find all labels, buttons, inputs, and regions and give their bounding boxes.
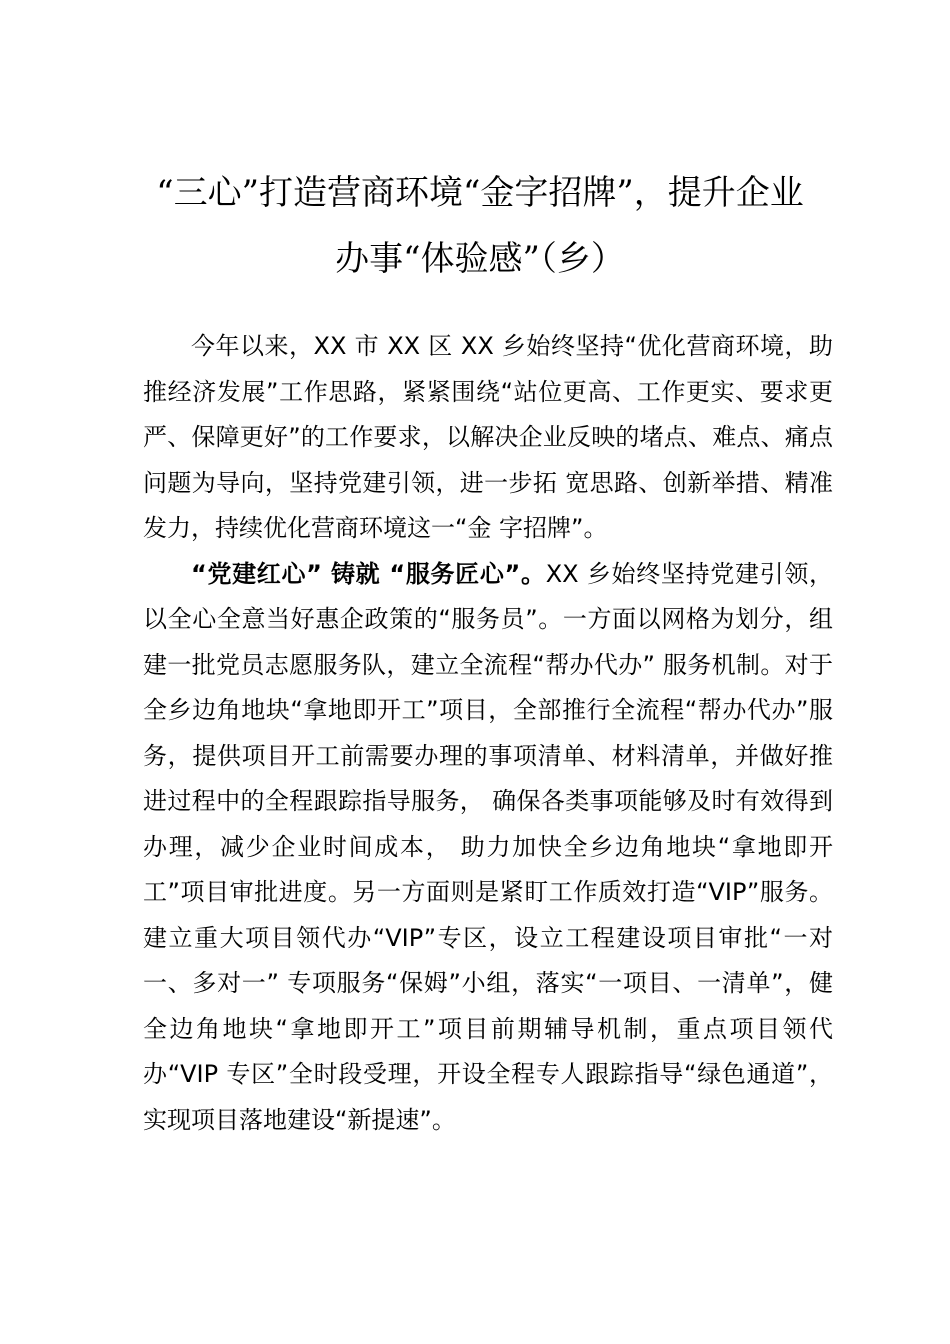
document-body (143, 324, 833, 1143)
paragraph-text: XX 乡始终坚持党建引领，以全心全意当好惠企政策的“服务员”。一方面以网格为划分，组建一批党员志愿服务队，建立全流程“帮办代办” 服务机制。对于全乡边角地块“拿地即开工”项目，全部推行全流程“帮办代办”服务，提供项目开工前需要办理的事项清单、材料清单，并做好推进过程中的全程跟踪指导服务， 确保各类事项能够及时有效得到办理，减少企业时间成本， 助力加快全乡边角地块“拿地即开工”项目审批进度。另一方面则是紧盯工作质效打造“VIP”服务。建立重大项目领代办“VIP”专区，设立工程建设项目审批“一对一、多对一” 专项服务“保姆”小组，落实“一项目、一清单”，健全边角地块“拿地即开工”项目前期辅导机制，重点项目领代办“VIP 专区”全时段受理，开设全程专人跟踪指导“绿色通道”，实现项目落地建设“新提速”。 (143, 559, 833, 1134)
document-title (140, 160, 820, 292)
title-line-1: “三心”打造营商环境“金字招牌”，提升企业 (156, 173, 804, 213)
paragraph-lead-heading: “党建红心” 铸就 “服务匠心”。 (191, 559, 546, 588)
paragraph-intro (143, 324, 833, 552)
paragraph-party-building (143, 552, 833, 1144)
paragraph-text: 今年以来，XX 市 XX 区 XX 乡始终坚持“优化营商环境，助推经济发展”工作思路，紧紧围绕“站位更高、工作更实、要求更严、保障更好”的工作要求，以解决企业反映的堵点、难点、痛点问题为导向，坚持党建引领，进一步拓 宽思路、创新举措、精准发力，持续优化营商环境这一“金 字招牌”。 (143, 332, 833, 542)
title-line-2: 办事“体验感”（乡） (335, 239, 625, 279)
